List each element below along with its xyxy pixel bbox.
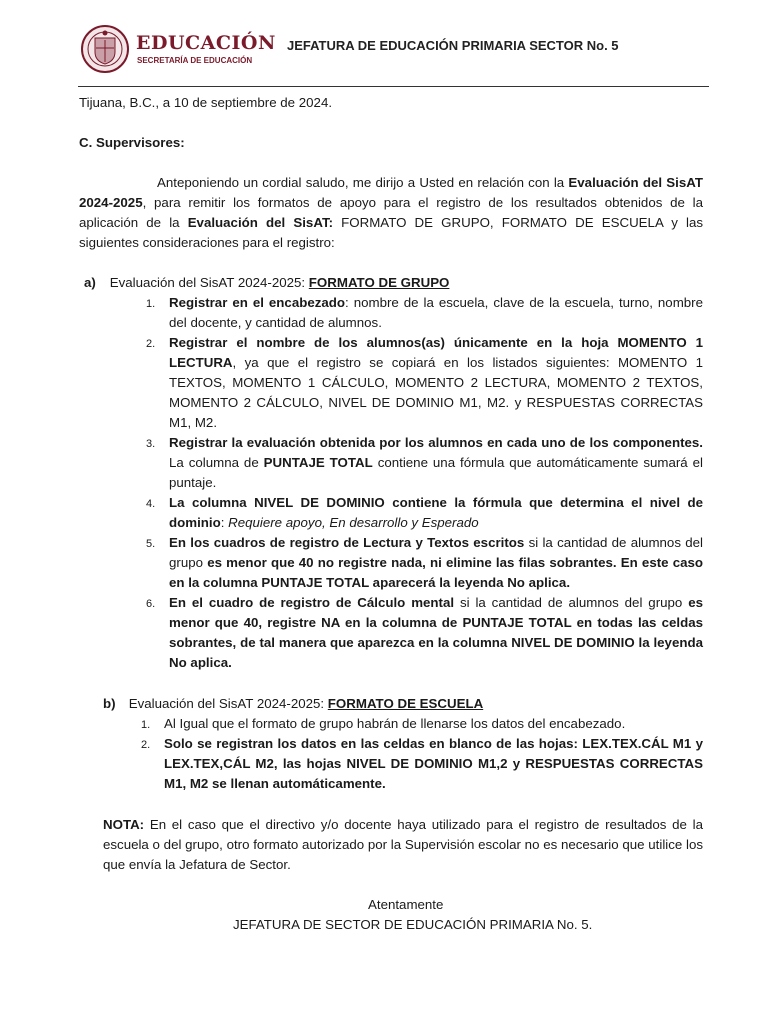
list-item-number: 5. — [146, 538, 156, 550]
text-run: , ya que el registro se copiará en los listados siguientes: MOMENTO 1 TEXTOS, MOMENTO 1 CÁLCULO, MOMENTO 2 LECTURA, MOMENTO 2 TEXTOS, MOMENTO 2 CÁLCULO, NIVEL DE DOMINIO M1, M2. y RESPUESTAS CORRECTAS M1, M2. — [169, 355, 703, 430]
section-a-heading — [84, 273, 449, 293]
text-run: si la cantidad de alumnos del grupo — [454, 595, 689, 610]
text-run: La columna de — [169, 455, 264, 470]
note-label: NOTA: — [103, 817, 145, 832]
note-paragraph — [103, 815, 703, 875]
text-run: La columna NIVEL DE DOMINIO contiene la fórmula que determina el nivel de dominio — [169, 495, 703, 530]
list-item — [146, 593, 703, 673]
list-item — [146, 333, 703, 433]
letterhead — [78, 22, 708, 80]
list-item-number: 6. — [146, 598, 156, 610]
header-divider — [78, 86, 709, 87]
text-run: Registrar el nombre de los alumnos(as) únicamente en la hoja MOMENTO 1 LECTURA — [169, 335, 703, 370]
text-run: Al Igual que el formato de grupo habrán de llenarse los datos del encabezado. — [164, 716, 626, 731]
text-run: : — [220, 515, 229, 530]
text-run: si la cantidad de alumnos del grupo — [169, 535, 703, 570]
list-item — [146, 533, 704, 593]
list-item-number: 4. — [146, 498, 156, 510]
text-run: Anteponiendo un cordial saludo, me dirijo a Usted en relación con la — [157, 175, 569, 190]
text-run: Evaluación del SisAT: — [187, 215, 334, 230]
list-item-number: 1. — [146, 298, 156, 310]
text-run: PUNTAJE TOTAL — [263, 455, 373, 470]
list-item-number: 2. — [141, 739, 151, 751]
text-run: FORMATO DE GRUPO, FORMATO DE ESCUELA y las siguientes consideraciones para el registro: — [79, 215, 703, 250]
logo-subtitle: SECRETARÍA DE EDUCACIÓN — [137, 56, 253, 65]
text-run: Registrar en el encabezado — [169, 295, 346, 310]
list-item — [146, 493, 703, 533]
header-title: JEFATURA DE EDUCACIÓN PRIMARIA SECTOR No. 5 — [287, 38, 619, 53]
coat-of-arms-icon — [80, 24, 130, 74]
text-run: Requiere apoyo, En desarrollo y Esperado — [228, 515, 479, 530]
text-run: Evaluación del SisAT 2024-2025 — [79, 175, 703, 210]
intro-text — [79, 175, 703, 250]
section-b-text: Evaluación del SisAT 2024-2025: — [128, 696, 328, 711]
text-run: Solo se registran los datos en las celdas en blanco de las hojas: LEX.TEX.CÁL M1 y LEX.TEX,CÁL M2, las hojas NIVEL DE DOMINIO M1,2 y RESPUESTAS CORRECTAS M1, M2 se llenan automáticamente. — [164, 736, 703, 791]
text-run: Registrar la evaluación obtenida por los alumnos en cada uno de los componentes. — [169, 435, 703, 450]
section-a-list — [146, 293, 704, 673]
list-item-number: 1. — [141, 719, 151, 731]
text-run: es menor que 40 no registre nada, ni elimine las filas sobrantes. En este caso en la columna PUNTAJE TOTAL aparecerá la leyenda No aplica. — [169, 555, 704, 590]
section-b-heading — [103, 694, 483, 714]
list-item — [146, 433, 703, 493]
section-b-label: b) — [103, 696, 116, 711]
salutation: C. Supervisores: — [79, 135, 185, 150]
text-run: contiene una fórmula que automáticamente sumará el puntaje. — [169, 455, 703, 490]
list-item — [141, 734, 703, 794]
list-item — [146, 293, 703, 333]
section-a-text: Evaluación del SisAT 2024-2025: — [109, 275, 309, 290]
section-a-format: FORMATO DE GRUPO — [308, 275, 450, 290]
section-a-label: a) — [84, 275, 96, 290]
text-run: En los cuadros de registro de Lectura y Textos escritos — [169, 535, 525, 550]
text-run: , para remitir los formatos de apoyo para el registro de los resultados obtenidos de la aplicación de la — [79, 195, 703, 230]
list-item — [141, 714, 703, 734]
section-b-format: FORMATO DE ESCUELA — [327, 696, 484, 711]
date-line: Tijuana, B.C., a 10 de septiembre de 2024. — [79, 95, 333, 110]
section-b-list — [141, 714, 703, 794]
closing-regards: Atentamente — [368, 897, 444, 912]
text-run: En el cuadro de registro de Cálculo mental — [169, 595, 455, 610]
text-run: : nombre de la escuela, clave de la escuela, turno, nombre del docente, y cantidad de alumnos. — [169, 295, 703, 330]
list-item-number: 3. — [146, 438, 156, 450]
logo-title: EDUCACIÓN — [136, 32, 276, 54]
closing-signature: JEFATURA DE SECTOR DE EDUCACIÓN PRIMARIA No. 5. — [233, 917, 593, 932]
text-run: es menor que 40, registre NA en la columna de PUNTAJE TOTAL en todas las celdas sobrantes, de tal manera que aparezca en la columna NIVEL DE DOMINIO la leyenda No aplica. — [169, 595, 703, 670]
intro-paragraph — [79, 173, 703, 253]
list-item-number: 2. — [146, 338, 156, 350]
education-logo — [78, 22, 276, 78]
note-text: En el caso que el directivo y/o docente haya utilizado para el registro de resultados de la escuela o del grupo, otro formato autorizado por la Supervisión escolar no es necesario que utilice los que envía la Jefatura de Sector. — [103, 817, 703, 872]
